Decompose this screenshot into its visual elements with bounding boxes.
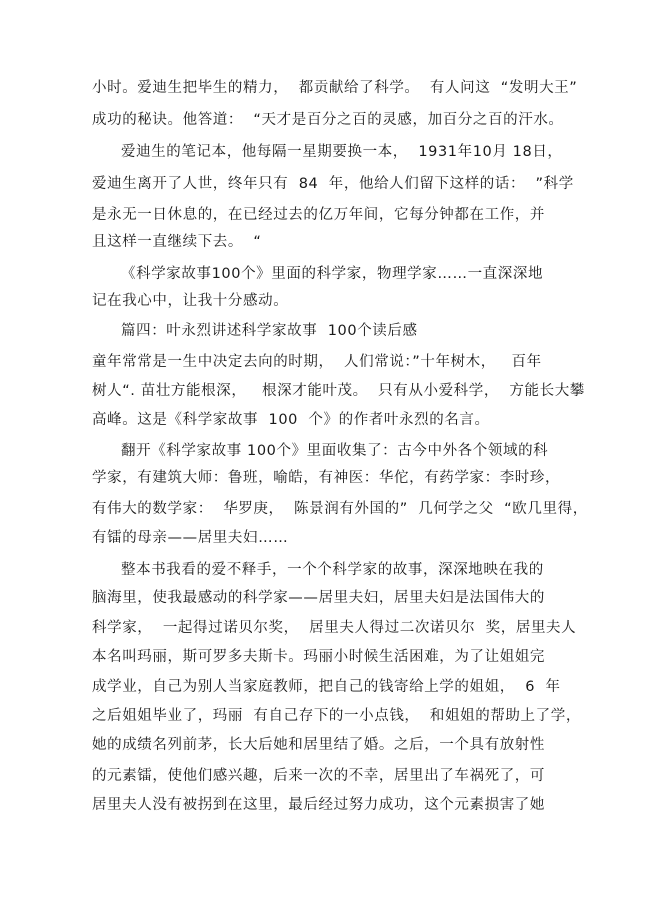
text-line: 高峰。这是《科学家故事 100 个》的作者叶永烈的名言。 [92,412,490,428]
text-line: 爱迪生的笔记本，他每隔一星期要换一本， 1931年10月 18日， [121,144,563,160]
text-line: 科学家， 一起得过诺贝尔奖， 居里夫人得过二次诺贝尔 奖，居里夫人 [92,620,577,636]
text-line: 成学业，自己为别人当家庭教师，把自己的钱寄给上学的姐姐， 6 年 [92,679,561,695]
text-line: 她的成绩名列前茅，长大后她和居里结了婚。之后，一个具有放射性 [92,737,545,753]
text-line: 记在我心中，让我十分感动。 [92,293,289,309]
text-line: 有镭的母亲——居里夫妇…… [92,530,289,546]
text-line: 树人“. 苗壮方能根深， 根深才能叶茂。 只有从小爱科学， 方能长大攀 [92,383,585,399]
text-line: 成功的秘诀。他答道： “天才是百分之百的灵感，加百分之百的汗水。 [92,112,564,128]
text-line: 童年常常是一生中决定去向的时期， 人们常说：”十年树木， 百年 [92,354,542,370]
text-line: 且这样一直继续下去。 “ [92,234,262,250]
text-line: 《科学家故事100个》里面的科学家，物理学家……一直深深地 [121,266,544,282]
text-line: 小时。爱迪生把毕生的精力， 都贡献给了科学。 有人问这 “发明大王” [92,80,578,96]
text-line: 爱迪生离开了人世，终年只有 84 年，他给人们留下这样的话： ”科学 [92,176,574,192]
text-line: 有伟大的数学家： 华罗庚， 陈景润有外国的” 几何学之父 “欧几里得， [92,501,588,517]
text-line: 翻开《科学家故事 100个》里面收集了：古今中外各个领域的科 [121,443,549,459]
text-line: 整本书我看的爱不释手，一个个科学家的故事，深深地映在我的 [121,562,544,578]
text-line: 的元素镭，使他们感兴趣，后来一次的不幸，居里出了车祸死了，可 [92,768,545,784]
text-line: 是永无一日休息的，在已经过去的亿万年间，它每分钟都在工作，并 [92,207,545,223]
section-heading: 篇四：叶永烈讲述科学家故事 100个读后感 [121,323,418,339]
text-line: 本名叫玛丽，斯可罗多夫斯卡。玛丽小时候生活困难，为了让姐姐完 [92,649,545,665]
text-line: 之后姐姐毕业了，玛丽 有自己存下的一小点钱， 和姐姐的帮助上了学， [92,708,581,724]
text-line: 学家，有建筑大师：鲁班，喻皓，有神医：华佗，有药学家：李时珍， [92,470,561,486]
text-line: 脑海里，使我最感动的科学家——居里夫妇，居里夫妇是法国伟大的 [92,590,545,606]
text-line: 居里夫人没有被拐到在这里，最后经过努力成功，这个元素损害了她 [92,797,545,813]
